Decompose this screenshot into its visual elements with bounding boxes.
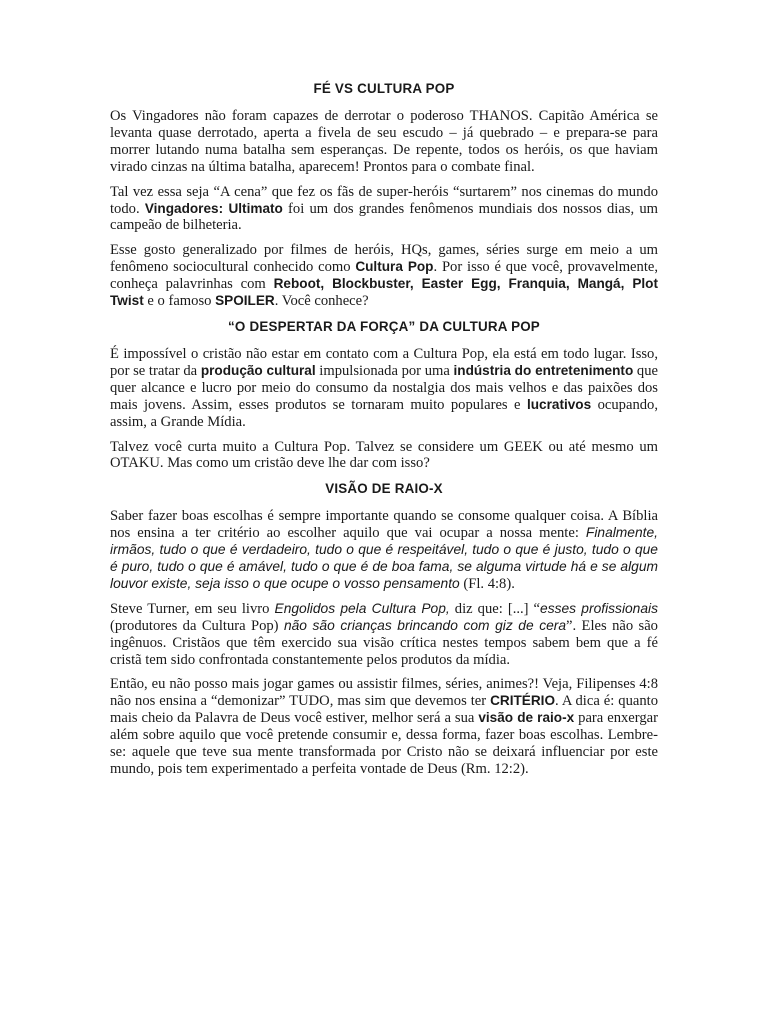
bold-term: visão de raio-x: [478, 710, 575, 726]
text-run: foi um dos grandes fenômenos mundiais dos nossos dias, um campeão de bilheteria.: [110, 200, 658, 234]
bold-term: Cultura Pop: [355, 259, 434, 275]
text-run: diz que: [...] “: [449, 600, 541, 617]
section-heading: VISÃO DE RAIO-X: [325, 481, 443, 497]
paragraph: [110, 676, 658, 777]
text-run: Esse gosto generalizado por filmes de heróis, HQs, games, séries surge em meio a um fenômeno sociocultural conhecido como: [110, 242, 658, 276]
paragraph: [110, 346, 658, 431]
section-despertar-da-forca: [110, 318, 658, 472]
bold-term: indústria do entretenimento: [453, 362, 634, 378]
bold-term: CRITÉRIO: [490, 693, 556, 709]
text-run: (Fl. 4:8).: [459, 575, 515, 592]
bold-term: lucrativos: [526, 396, 592, 412]
paragraph: [110, 242, 658, 310]
bold-term: Reboot, Blockbuster, Easter Egg, Franquia, Mangá, Plot Twist: [110, 276, 658, 309]
italic-quote: esses profissionais: [540, 600, 658, 616]
text-run: . Você conhece?: [274, 293, 369, 310]
italic-quote: Engolidos pela Cultura Pop,: [274, 600, 450, 616]
text-run: que quer alcance e lucro por meio do consumo da nostalgia dos mais velhos e das paixões dos mais jovens. Assim, esses produtos se tornaram muito populares e: [110, 362, 658, 413]
text-run: para enxergar além sobre aquilo que você pretende consumir e, dessa forma, fazer boas escolhas. Lembre-se: aquele que teve sua mente transformada por Cristo não se deixará influenciar por este mundo, pois tem experimentado a perfeita vontade de Deus (Rm. 12:2).: [110, 710, 659, 777]
bold-term: SPOILER: [215, 293, 275, 309]
text-run: (produtores da Cultura Pop): [110, 617, 284, 634]
paragraph: [110, 439, 658, 473]
section-visao-de-raio-x: [110, 480, 658, 778]
paragraph: [110, 184, 658, 235]
italic-quote: Finalmente, irmãos, tudo o que é verdadeiro, tudo o que é respeitável, tudo o que é justo, tudo o que é puro, tudo o que é amável, tudo o que é de boa fama, se alguma virtude há e se algum louvor existe, seja isso o que ocupe o vosso pensamento: [110, 525, 658, 591]
text-run: Então, eu não posso mais jogar games ou assistir filmes, séries, animes?! Veja, Filipenses 4:8 não nos ensina a “demonizar” TUDO, mas sim que devemos ter: [110, 676, 658, 710]
text-run: É impossível o cristão não estar em contato com a Cultura Pop, ela está em todo lugar. Isso, por se tratar da: [110, 345, 658, 379]
text-run: impulsionada por uma: [315, 362, 454, 379]
paragraph: [110, 508, 658, 593]
text-run: e o famoso: [143, 293, 216, 310]
document-page: [110, 80, 658, 786]
section-fe-vs-cultura-pop: [110, 80, 658, 310]
italic-quote: não são crianças brincando com giz de cera: [283, 617, 567, 633]
text-run: Talvez você curta muito a Cultura Pop. Talvez se considere um GEEK ou até mesmo um OTAKU. Mas como um cristão deve lhe dar com isso?: [110, 438, 658, 472]
text-run: . Por isso é que você, provavelmente, conheça palavrinhas com: [110, 259, 659, 293]
text-run: Steve Turner, em seu livro: [110, 600, 275, 617]
bold-term: Vingadores: Ultimato: [144, 200, 283, 216]
text-run: ”. Eles não são ingênuos. Cristãos que têm exercido sua visão crítica nestes tempos sabem bem que a fé cristã tem sido confrontada constantemente pelos produtos da mídia.: [110, 617, 658, 668]
paragraph: [110, 601, 658, 669]
bold-term: produção cultural: [200, 362, 316, 378]
text-run: Tal vez essa seja “A cena” que fez os fãs de super-heróis “surtarem” nos cinemas do mundo todo.: [110, 183, 658, 217]
text-run: Os Vingadores não foram capazes de derrotar o poderoso THANOS. Capitão América se levanta quase derrotado, aperta a fivela de seu escudo – já quebrado – e prepara-se para morrer lutando numa batalha sem esperanças. De repente, todos os heróis, os que haviam virado cinzas na última batalha, aparecem! Prontos para o combate final.: [110, 108, 658, 175]
text-run: ocupando, assim, a Grande Mídia.: [110, 396, 658, 430]
text-run: Saber fazer boas escolhas é sempre importante quando se consome qualquer coisa. A Bíblia nos ensina a ter critério ao escolher aquilo que vai ocupar a nossa mente:: [110, 508, 658, 542]
text-run: . A dica é: quanto mais cheio da Palavra de Deus você estiver, melhor será a sua: [110, 693, 658, 727]
section-heading: “O DESPERTAR DA FORÇA” DA CULTURA POP: [228, 318, 540, 334]
section-heading: FÉ VS CULTURA POP: [313, 81, 455, 96]
paragraph: [110, 108, 658, 176]
